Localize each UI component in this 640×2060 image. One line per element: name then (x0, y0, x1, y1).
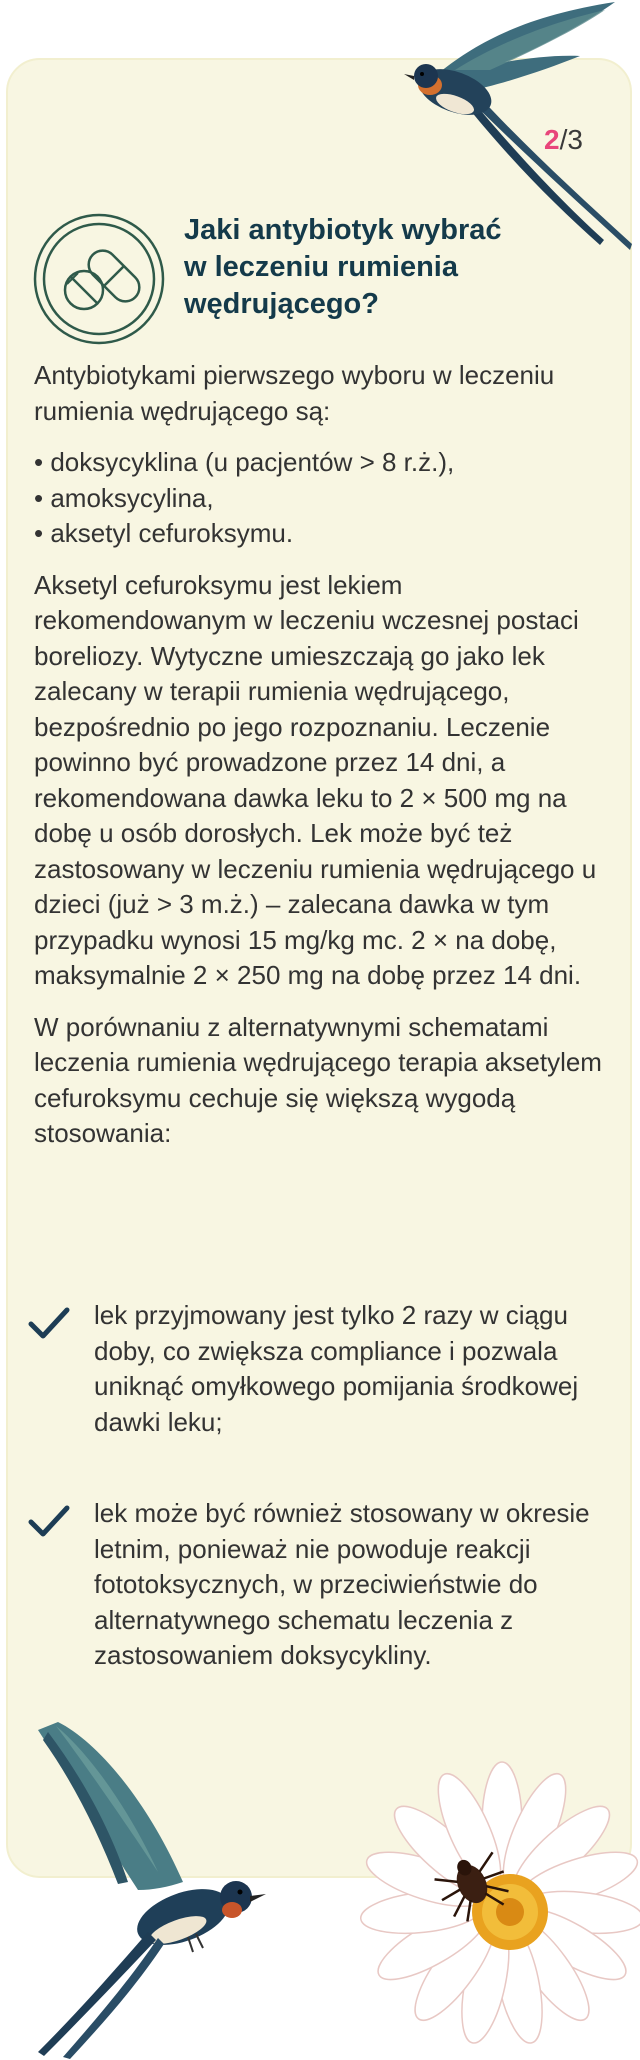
daisy-with-tick (352, 1754, 640, 2060)
comparison-paragraph: W porównaniu z alternatywnymi schematami leczenia rumienia wędrującego terapia aksetylem cefuroksymu cechuje się większą wygodą stosowania: (34, 1011, 602, 1148)
list-item: • doksycyklina (u pacjentów > 8 r.ż.), (34, 447, 455, 477)
page-title: Jaki antybiotyk wybrać w leczeniu rumienia wędrującego? (184, 214, 502, 320)
intro-paragraph: Antybiotykami pierwszego wyboru w leczeniu rumienia wędrującego są: (34, 360, 555, 426)
check-text: lek przyjmowany jest tylko 2 razy w ciągu doby, co zwiększa compliance i pozwala uniknąć omyłkowego pomijania środkowej dawki leku; (94, 1300, 579, 1437)
antibiotic-list (34, 445, 604, 552)
list-item: • amoksycylina, (34, 482, 214, 513)
list-item: • aksetyl cefuroksymu. (34, 518, 294, 548)
page-indicator (544, 124, 583, 156)
page-current: 2 (544, 124, 560, 155)
checkmark-icon (28, 1306, 70, 1342)
check-item-compliance (28, 1298, 608, 1440)
check-text: lek może być również stosowany w okresie letnim, ponieważ nie powoduje reakcji fototoksycznych, w przeciwieństwie do alternatywnego schematu leczenia z zastosowaniem doksycykliny. (94, 1498, 590, 1670)
swallow-bird-bottom (18, 1712, 268, 2060)
checkmark-icon (28, 1504, 70, 1540)
pill-capsule-icon (32, 212, 166, 346)
page-total: /3 (559, 124, 583, 155)
main-content (34, 358, 604, 1168)
main-paragraph: Aksetyl cefuroksymu jest lekiem rekomendowanym w leczeniu wczesnej postaci boreliozy. Wytyczne umieszczają go jako lek zalecany w terapii rumienia wędrującego, bezpośrednio po jego rozpoznaniu. Leczenie powinno być prowadzone przez 14 dni, a rekomendowana dawka leku to 2 × 500 mg na dobę u osób dorosłych. Lek może być też zastosowany w leczeniu rumienia wędrującego u dzieci (już > 3 m.ż.) – zalecana dawka w tym przypadku wynosi 15 mg/kg mc. 2 × na dobę, maksymalnie 2 × 250 mg na dobę przez 14 dni. (34, 569, 597, 990)
check-item-phototoxicity (28, 1496, 608, 1674)
